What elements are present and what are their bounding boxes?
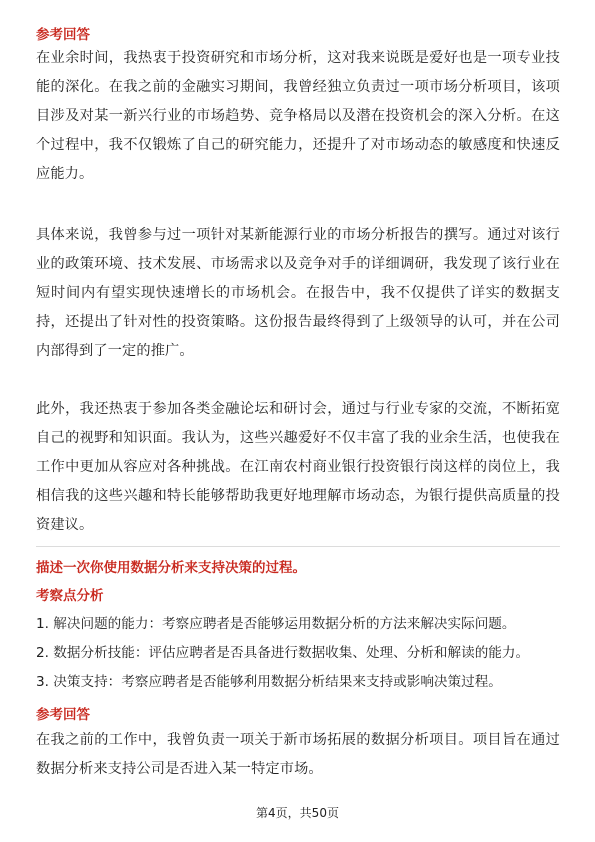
reference-answer-heading: 参考回答 [36, 27, 90, 43]
page-number: 第4页，共50页 [256, 806, 339, 820]
analysis-point-3: 3. 决策支持：考察应聘者是否能够利用数据分析结果来支持或影响决策过程。 [36, 674, 502, 690]
analysis-heading: 考察点分析 [36, 588, 104, 604]
answer-paragraph-1: 在业余时间，我热衷于投资研究和市场分析，这对我来说既是爱好也是一项专业技能的深化。在我之前的金融实习期间，我曾经独立负责过一项市场分析项目，该项目涉及对某一新兴行业的市场趋势、竞争格局以及潜在投资机会的深入分析。在这个过程中，我不仅锻炼了自己的研究能力，还提升了对市场动态的敏感度和快速反应能力。 [36, 50, 560, 182]
answer-paragraph-3: 此外，我还热衷于参加各类金融论坛和研讨会，通过与行业专家的交流，不断拓宽自己的视野和知识面。我认为，这些兴趣爱好不仅丰富了我的业余生活，也使我在工作中更加从容应对各种挑战。在江南农村商业银行投资银行岗这样的岗位上，我相信我的这些兴趣和特长能够帮助我更好地理解市场动态，为银行提供高质量的投资建议。 [36, 401, 560, 533]
analysis-point-1: 1. 解决问题的能力：考察应聘者是否能够运用数据分析的方法来解决实际问题。 [36, 616, 516, 632]
question-title: 描述一次你使用数据分析来支持决策的过程。 [36, 560, 306, 576]
answer-paragraph-4: 在我之前的工作中，我曾负责一项关于新市场拓展的数据分析项目。项目旨在通过数据分析来支持公司是否进入某一特定市场。 [36, 732, 560, 777]
section-divider [36, 546, 560, 547]
answer-paragraph-2: 具体来说，我曾参与过一项针对某新能源行业的市场分析报告的撰写。通过对该行业的政策环境、技术发展、市场需求以及竞争对手的详细调研，我发现了该行业在短时间内有望实现快速增长的市场机会。在报告中，我不仅提供了详实的数据支持，还提出了针对性的投资策略。这份报告最终得到了上级领导的认可，并在公司内部得到了一定的推广。 [36, 227, 560, 359]
analysis-point-2: 2. 数据分析技能：评估应聘者是否具备进行数据收集、处理、分析和解读的能力。 [36, 645, 530, 661]
reference-answer-heading-2: 参考回答 [36, 707, 90, 723]
